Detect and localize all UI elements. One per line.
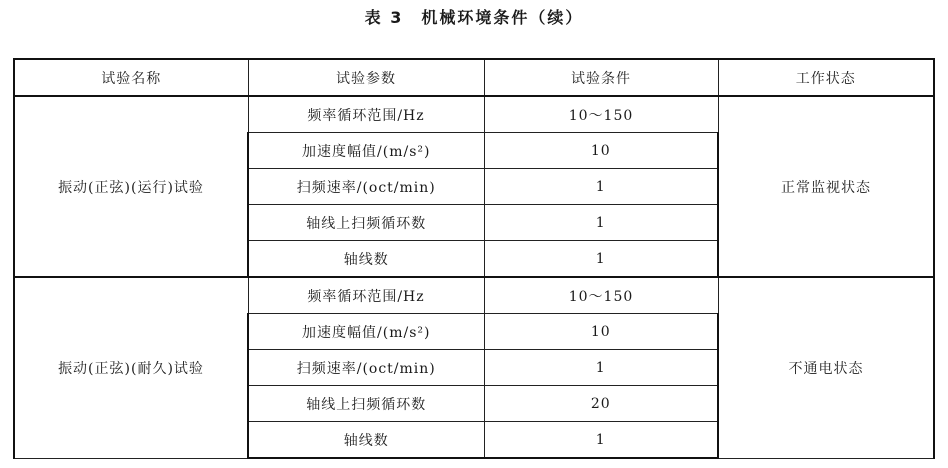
parameter-cell: 扫频速率/(oct/min) <box>248 169 484 205</box>
parameter-cell: 轴线上扫频循环数 <box>248 386 484 422</box>
header-row <box>14 59 934 96</box>
table-title: 表 3 机械环境条件（续） <box>364 8 584 27</box>
condition-cell: 1 <box>484 169 718 205</box>
parameter-cell: 轴线数 <box>248 241 484 278</box>
condition-cell: 20 <box>484 386 718 422</box>
condition-cell: 1 <box>484 350 718 386</box>
test-name-cell: 振动(正弦)(运行)试验 <box>14 96 248 277</box>
header-working-state: 工作状态 <box>718 59 934 96</box>
condition-cell: 10 <box>484 133 718 169</box>
parameter-cell: 轴线上扫频循环数 <box>248 205 484 241</box>
condition-cell: 1 <box>484 205 718 241</box>
header-test-parameter: 试验参数 <box>248 59 484 96</box>
parameter-cell: 轴线数 <box>248 422 484 459</box>
parameter-cell: 加速度幅值/(m/s²) <box>248 314 484 350</box>
test-name-cell: 振动(正弦)(耐久)试验 <box>14 277 248 458</box>
working-state-cell: 不通电状态 <box>718 277 934 458</box>
condition-cell: 1 <box>484 241 718 278</box>
table-row <box>14 96 934 133</box>
working-state-cell: 正常监视状态 <box>718 96 934 277</box>
parameter-cell: 加速度幅值/(m/s²) <box>248 133 484 169</box>
header-test-condition: 试验条件 <box>484 59 718 96</box>
header-test-name: 试验名称 <box>14 59 248 96</box>
mechanical-environment-table <box>13 58 935 459</box>
condition-cell: 1 <box>484 422 718 459</box>
condition-cell: 10～150 <box>484 96 718 133</box>
condition-cell: 10 <box>484 314 718 350</box>
condition-cell: 10～150 <box>484 277 718 314</box>
parameter-cell: 频率循环范围/Hz <box>248 96 484 133</box>
table-row <box>14 277 934 314</box>
parameter-cell: 频率循环范围/Hz <box>248 277 484 314</box>
parameter-cell: 扫频速率/(oct/min) <box>248 350 484 386</box>
